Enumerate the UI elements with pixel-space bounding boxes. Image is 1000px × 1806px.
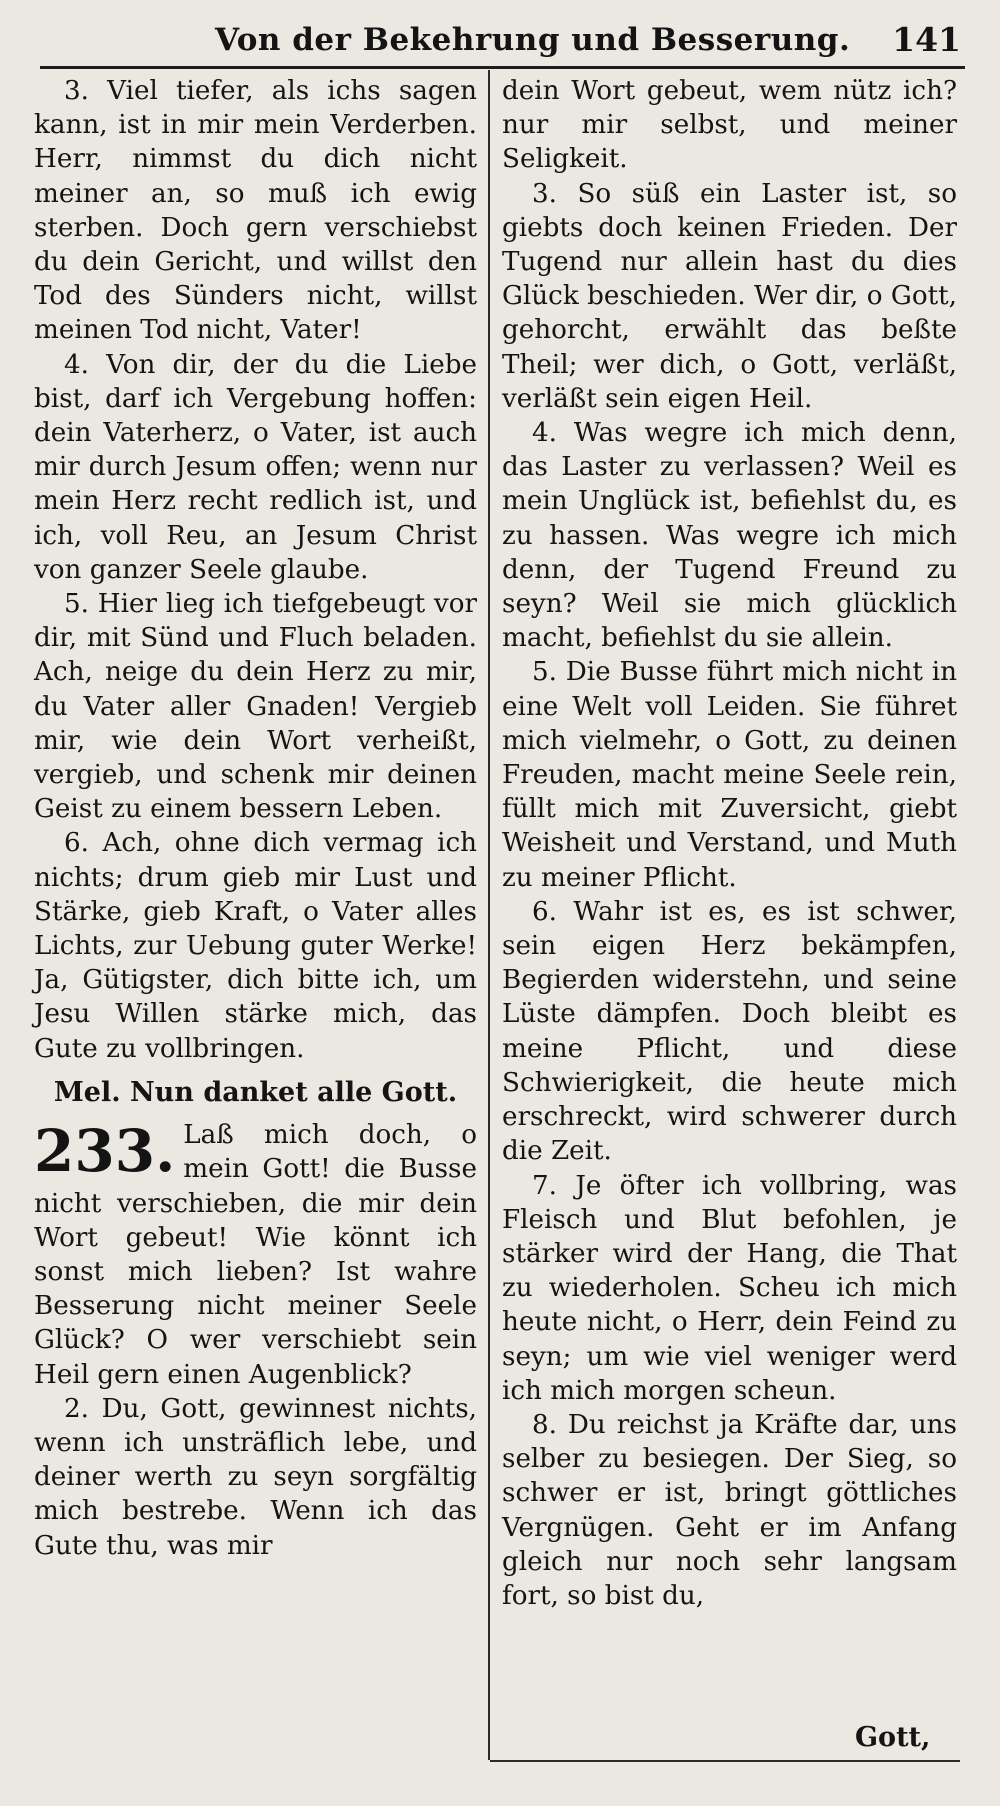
verse-paragraph: 8. Du reichst ja Kräfte dar, uns selber zu besiegen. Der Sieg, so schwer er ist, bringt göttliches Vergnügen. Geht er im Anfang gleich nur noch sehr langsam fort, so bist du, bbox=[502, 1409, 957, 1611]
verse-paragraph: 3. Viel tiefer, als ichs sagen kann, ist in mir mein Verderben. Herr, nimmst du dich nicht meiner an, so muß ich ewig sterben. Doch gern verschiebst du dein Gericht, und willst den Tod des Sünders nicht, willst meinen Tod nicht, Vater! bbox=[34, 76, 477, 346]
page-header bbox=[40, 18, 965, 62]
hymn-first-verse-text: Laß mich doch, o mein Gott! die Busse nicht verschieben, die mir dein Wort gebeut! Wie könnt ich sonst mich lieben? Ist wahre Besserung nicht meiner Seele Glück? O wer verschiebt sein Heil gern einen Augenblick? bbox=[34, 1120, 477, 1390]
column-divider bbox=[488, 70, 490, 1760]
verse-paragraph: 3. So süß ein Laster ist, so giebts doch keinen Frieden. Der Tugend nur allein hast du dies Glück beschieden. Wer dir, o Gott, gehorcht, erwählt das beßte Theil; wer dich, o Gott, verläßt, verläßt sein eigen Heil. bbox=[502, 178, 957, 414]
left-column bbox=[34, 74, 477, 1563]
verse-paragraph: 5. Die Busse führt mich nicht in eine Welt voll Leiden. Sie führet mich vielmehr, o Gott, zu deinen Freuden, macht meine Seele rein, füllt mich mit Zuversicht, giebt Weisheit und Verstand, und Muth zu meiner Pflicht. bbox=[502, 657, 957, 893]
melody-line: Mel. Nun danket alle Gott. bbox=[53, 1076, 458, 1108]
verse-paragraph: 7. Je öfter ich vollbring, was Fleisch und Blut befohlen, je stärker wird der Hang, die That zu wiederholen. Scheu ich mich heute nicht, o Herr, dein Feind zu seyn; um wie viel weniger werd ich mich morgen scheun. bbox=[502, 1170, 957, 1406]
verse-paragraph: 6. Ach, ohne dich vermag ich nichts; drum gieb mir Lust und Stärke, gieb Kraft, o Vater alles Lichts, zur Uebung guter Werke! Ja, Gütigster, dich bitte ich, um Jesu Willen stärke mich, das Gute zu vollbringen. bbox=[34, 828, 477, 1064]
right-column bbox=[502, 74, 957, 1613]
header-rule bbox=[40, 66, 965, 69]
verse-paragraph: 4. Von dir, der du die Liebe bist, darf ich Vergebung hoffen: dein Vaterherz, o Vater, ist auch mir durch Jesum offen; wenn nur mein Herz recht redlich ist, und ich, voll Reu, an Jesum Christ von ganzer Seele glaube. bbox=[34, 349, 477, 585]
hymn-first-verse bbox=[34, 1118, 477, 1392]
hymn-number: 233. bbox=[34, 1117, 176, 1186]
verse-paragraph: 2. Du, Gott, gewinnest nichts, wenn ich unsträflich lebe, und deiner werth zu seyn sorgfältig mich bestrebe. Wenn ich das Gute thu, was mir bbox=[34, 1393, 477, 1561]
verse-paragraph: 5. Hier lieg ich tiefgebeugt vor dir, mit Sünd und Fluch beladen. Ach, neige du dein Herz zu mir, du Vater aller Gnaden! Vergieb mir, wie dein Wort verheißt, vergieb, und schenk mir deinen Geist zu einem bessern Leben. bbox=[34, 589, 477, 825]
verse-paragraph: 4. Was wegre ich mich denn, das Laster zu verlassen? Weil es mein Unglück ist, befiehlst du, es zu hassen. Was wegre ich mich denn, der Tugend Freund zu seyn? Weil sie mich glücklich macht, befiehlst du sie allein. bbox=[502, 418, 957, 654]
catchword: Gott, bbox=[855, 1722, 931, 1753]
page-number: 141 bbox=[892, 20, 961, 59]
bottom-rule bbox=[490, 1760, 960, 1762]
running-title: Von der Bekehrung und Besserung. bbox=[215, 22, 851, 58]
verse-paragraph: 6. Wahr ist es, es ist schwer, sein eigen Herz bekämpfen, Begierden widerstehn, und seine Lüste dämpfen. Doch bleibt es meine Pflicht, und diese Schwierigkeit, die heute mich erschreckt, wird schwerer durch die Zeit. bbox=[502, 896, 957, 1167]
verse-paragraph: dein Wort gebeut, wem nütz ich? nur mir selbst, und meiner Seligkeit. bbox=[502, 76, 957, 175]
